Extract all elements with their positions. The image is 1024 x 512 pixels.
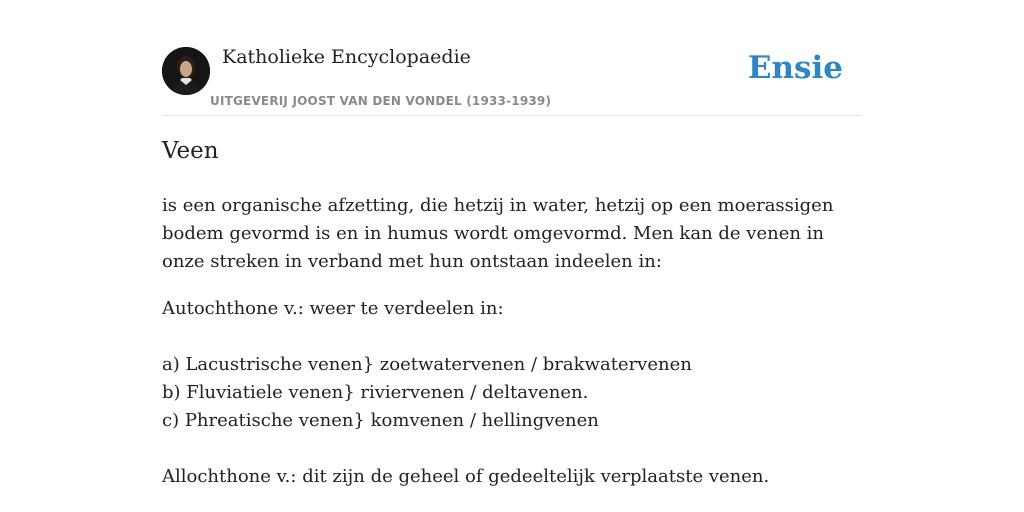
portrait-avatar-icon[interactable]: [162, 47, 210, 95]
list-item: b) Fluviatiele venen} riviervenen / deltavenen.: [162, 382, 589, 403]
list-item: a) Lacustrische venen} zoetwatervenen / brakwatervenen: [162, 354, 692, 375]
publication-title[interactable]: Katholieke Encyclopaedie: [222, 46, 471, 68]
peat-type-list: [162, 351, 862, 435]
autochthone-paragraph: Autochthone v.: weer te verdeelen in:: [162, 298, 504, 319]
publisher-label: UITGEVERIJ JOOST VAN DEN VONDEL (1933-1939): [210, 94, 552, 108]
publication-header: [162, 40, 862, 116]
entry-title: Veen: [162, 138, 219, 164]
entry-intro-paragraph: is een organische afzetting, die hetzij in water, hetzij op een moerassigen bodem gevormd is en in humus wordt omgevormd. Men kan de venen in onze streken in verband met hun ontstaan indeelen in:: [162, 195, 834, 272]
ensie-logo-link[interactable]: Ensie: [747, 50, 843, 86]
allochthone-paragraph: Allochthone v.: dit zijn de geheel of gedeeltelijk verplaatste venen.: [162, 466, 770, 487]
list-item: c) Phreatische venen} komvenen / hellingvenen: [162, 410, 599, 431]
